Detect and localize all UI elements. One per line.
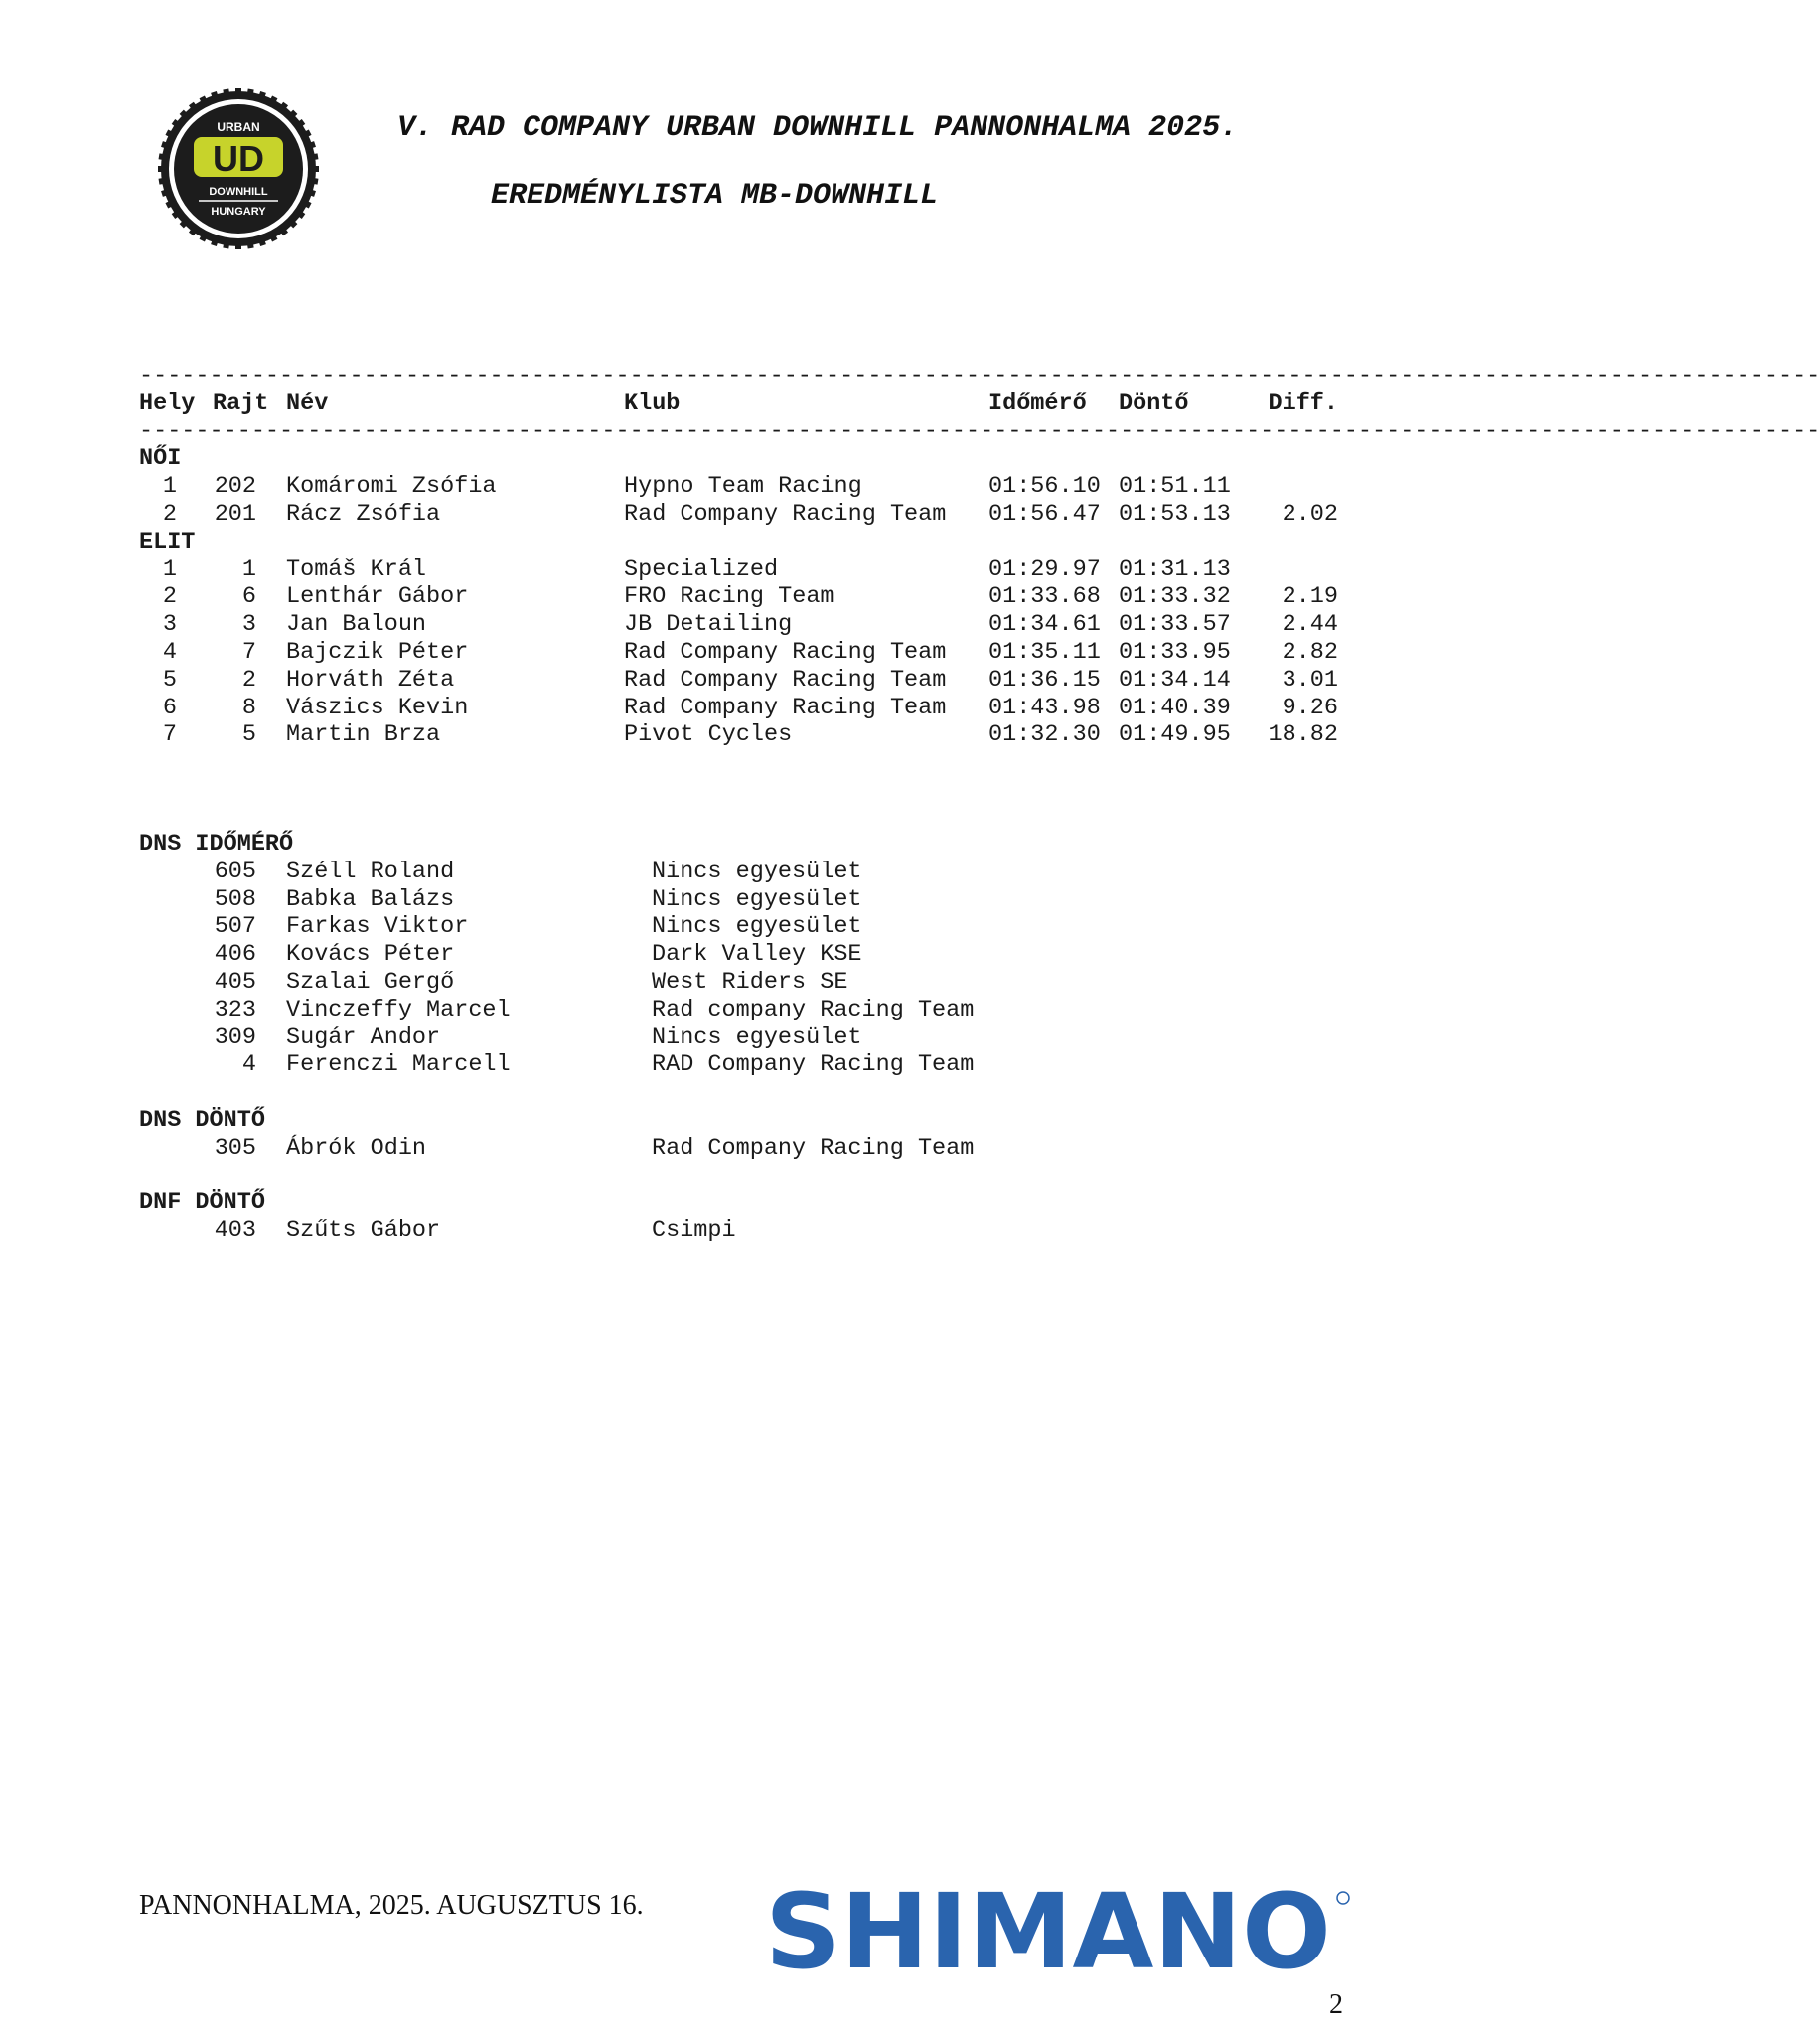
rider-name-cell: Szalai Gergő	[286, 969, 455, 996]
qualifying-time-cell: 01:29.97	[988, 555, 1101, 583]
rider-name-cell: Vinczeffy Marcel	[286, 996, 511, 1023]
place-cell: 2	[162, 501, 177, 528]
start-number-cell: 2	[241, 666, 256, 694]
rider-name-cell: Komáromi Zsófia	[286, 473, 497, 501]
start-number-cell: 6	[241, 583, 256, 611]
header-rajt: Rajt	[213, 390, 269, 417]
place-cell: 2	[162, 583, 177, 611]
status-heading: DNS DÖNTŐ	[139, 1107, 265, 1134]
final-time-cell: 01:33.57	[1119, 611, 1231, 639]
rider-name-cell: Lenthár Gábor	[286, 583, 469, 611]
club-cell: Rad Company Racing Team	[652, 1134, 975, 1162]
start-number-cell: 3	[241, 611, 256, 639]
place-cell: 7	[162, 721, 177, 749]
page-subtitle: EREDMÉNYLISTA MB-DOWNHILL	[491, 179, 939, 213]
qualifying-time-cell: 01:35.11	[988, 639, 1101, 666]
table-row	[0, 1051, 1438, 1079]
table-row	[0, 473, 1438, 501]
qualifying-time-cell: 01:32.30	[988, 721, 1101, 749]
place-cell: 1	[162, 555, 177, 583]
club-cell: JB Detailing	[624, 611, 793, 639]
table-header	[0, 391, 1438, 418]
table-row	[0, 886, 1438, 914]
urban-downhill-logo	[159, 89, 318, 248]
table-row	[0, 941, 1438, 969]
table-row	[0, 913, 1438, 941]
rider-name-cell: Babka Balázs	[286, 885, 455, 913]
table-row	[0, 611, 1438, 639]
start-number-cell: 323	[214, 996, 256, 1023]
rider-name-cell: Tomáš Král	[286, 555, 427, 583]
club-cell: Rad Company Racing Team	[624, 694, 947, 721]
divider-bottom: ------------------------------------------------------------------------------------------------------------------------	[139, 417, 1820, 445]
header-nev: Név	[286, 390, 329, 417]
final-time-cell: 01:40.39	[1119, 694, 1231, 721]
qualifying-time-cell: 01:43.98	[988, 694, 1101, 721]
diff-cell: 2.19	[1282, 583, 1338, 611]
club-cell: Rad Company Racing Team	[624, 639, 947, 666]
rider-name-cell: Ábrók Odin	[286, 1134, 427, 1162]
divider-top: ------------------------------------------------------------------------------------------------------------------------	[139, 363, 1820, 390]
start-number-cell: 405	[214, 969, 256, 996]
club-cell: Nincs egyesület	[652, 885, 862, 913]
table-row	[0, 997, 1438, 1024]
registered-icon	[1337, 1892, 1349, 1904]
place-cell: 1	[162, 473, 177, 501]
page-number: 2	[1329, 1989, 1343, 2020]
start-number-cell: 305	[214, 1134, 256, 1162]
final-time-cell: 01:33.32	[1119, 583, 1231, 611]
qualifying-time-cell: 01:34.61	[988, 611, 1101, 639]
logo-initials: UD	[213, 138, 264, 179]
rider-name-cell: Vászics Kevin	[286, 694, 469, 721]
start-number-cell: 309	[214, 1023, 256, 1051]
start-number-cell: 7	[241, 639, 256, 666]
place-cell: 3	[162, 611, 177, 639]
qualifying-time-cell: 01:33.68	[988, 583, 1101, 611]
club-cell: FRO Racing Team	[624, 583, 834, 611]
status-heading: DNF DÖNTŐ	[139, 1189, 265, 1217]
club-cell: Rad Company Racing Team	[624, 666, 947, 694]
start-number-cell: 605	[214, 858, 256, 885]
club-cell: West Riders SE	[652, 969, 848, 996]
diff-cell: 2.44	[1282, 611, 1338, 639]
qualifying-time-cell: 01:56.10	[988, 473, 1101, 501]
final-time-cell: 01:34.14	[1119, 666, 1231, 694]
table-row	[0, 556, 1438, 584]
rider-name-cell: Horváth Zéta	[286, 666, 455, 694]
table-row	[0, 1217, 1438, 1245]
start-number-cell: 406	[214, 941, 256, 969]
place-cell: 4	[162, 639, 177, 666]
final-time-cell: 01:53.13	[1119, 501, 1231, 528]
footer-place-date: PANNONHALMA, 2025. AUGUSZTUS 16.	[139, 1890, 644, 1921]
club-cell: Nincs egyesület	[652, 913, 862, 941]
logo-text-bottom: HUNGARY	[211, 206, 266, 218]
rider-name-cell: Bajczik Péter	[286, 639, 469, 666]
final-time-cell: 01:33.95	[1119, 639, 1231, 666]
diff-cell: 9.26	[1282, 694, 1338, 721]
category-heading: NŐI	[139, 445, 182, 473]
start-number-cell: 508	[214, 885, 256, 913]
place-cell: 5	[162, 666, 177, 694]
diff-cell: 18.82	[1268, 721, 1338, 749]
table-row	[0, 969, 1438, 997]
rider-name-cell: Szűts Gábor	[286, 1217, 441, 1245]
start-number-cell: 403	[214, 1217, 256, 1245]
final-time-cell: 01:51.11	[1119, 473, 1231, 501]
table-row	[0, 667, 1438, 695]
table-row	[0, 583, 1438, 611]
final-time-cell: 01:49.95	[1119, 721, 1231, 749]
rider-name-cell: Sugár Andor	[286, 1023, 441, 1051]
club-cell: Hypno Team Racing	[624, 473, 862, 501]
club-cell: RAD Company Racing Team	[652, 1051, 975, 1079]
start-number-cell: 8	[241, 694, 256, 721]
rider-name-cell: Farkas Viktor	[286, 913, 469, 941]
diff-cell: 2.02	[1282, 501, 1338, 528]
start-number-cell: 507	[214, 913, 256, 941]
logo-text-top: URBAN	[217, 120, 260, 134]
club-cell: Nincs egyesület	[652, 1023, 862, 1051]
rider-name-cell: Széll Roland	[286, 858, 455, 885]
qualifying-time-cell: 01:56.47	[988, 501, 1101, 528]
shimano-wordmark: SHIMANO	[765, 1871, 1331, 1992]
club-cell: Pivot Cycles	[624, 721, 793, 749]
qualifying-time-cell: 01:36.15	[988, 666, 1101, 694]
table-row	[0, 695, 1438, 722]
place-cell: 6	[162, 694, 177, 721]
table-row	[0, 1135, 1438, 1163]
header-idomero: Időmérő	[988, 390, 1087, 417]
rider-name-cell: Ferenczi Marcell	[286, 1051, 511, 1079]
header-klub: Klub	[624, 390, 681, 417]
start-number-cell: 4	[241, 1051, 256, 1079]
rider-name-cell: Jan Baloun	[286, 611, 427, 639]
header-hely: Hely	[139, 390, 196, 417]
start-number-cell: 201	[214, 501, 256, 528]
table-row	[0, 1024, 1438, 1052]
header-diff: Diff.	[1268, 390, 1338, 417]
shimano-logo	[765, 1871, 1351, 1992]
club-cell: Specialized	[624, 555, 779, 583]
start-number-cell: 1	[241, 555, 256, 583]
page-title: V. RAD COMPANY URBAN DOWNHILL PANNONHALMA 2025.	[397, 111, 1239, 145]
table-row	[0, 639, 1438, 667]
club-cell: Rad Company Racing Team	[624, 501, 947, 528]
table-row	[0, 501, 1438, 529]
header-donto: Döntő	[1119, 390, 1189, 417]
start-number-cell: 5	[241, 721, 256, 749]
diff-cell: 2.82	[1282, 639, 1338, 666]
club-cell: Csimpi	[652, 1217, 736, 1245]
final-time-cell: 01:31.13	[1119, 555, 1231, 583]
status-heading: DNS IDŐMÉRŐ	[139, 831, 294, 858]
club-cell: Rad company Racing Team	[652, 996, 975, 1023]
club-cell: Nincs egyesület	[652, 858, 862, 885]
table-row	[0, 859, 1438, 886]
table-row	[0, 721, 1438, 749]
rider-name-cell: Kovács Péter	[286, 941, 455, 969]
diff-cell: 3.01	[1282, 666, 1338, 694]
logo-text-middle: DOWNHILL	[209, 186, 268, 198]
start-number-cell: 202	[214, 473, 256, 501]
category-heading: ELIT	[139, 528, 196, 555]
club-cell: Dark Valley KSE	[652, 941, 862, 969]
rider-name-cell: Martin Brza	[286, 721, 441, 749]
rider-name-cell: Rácz Zsófia	[286, 501, 441, 528]
